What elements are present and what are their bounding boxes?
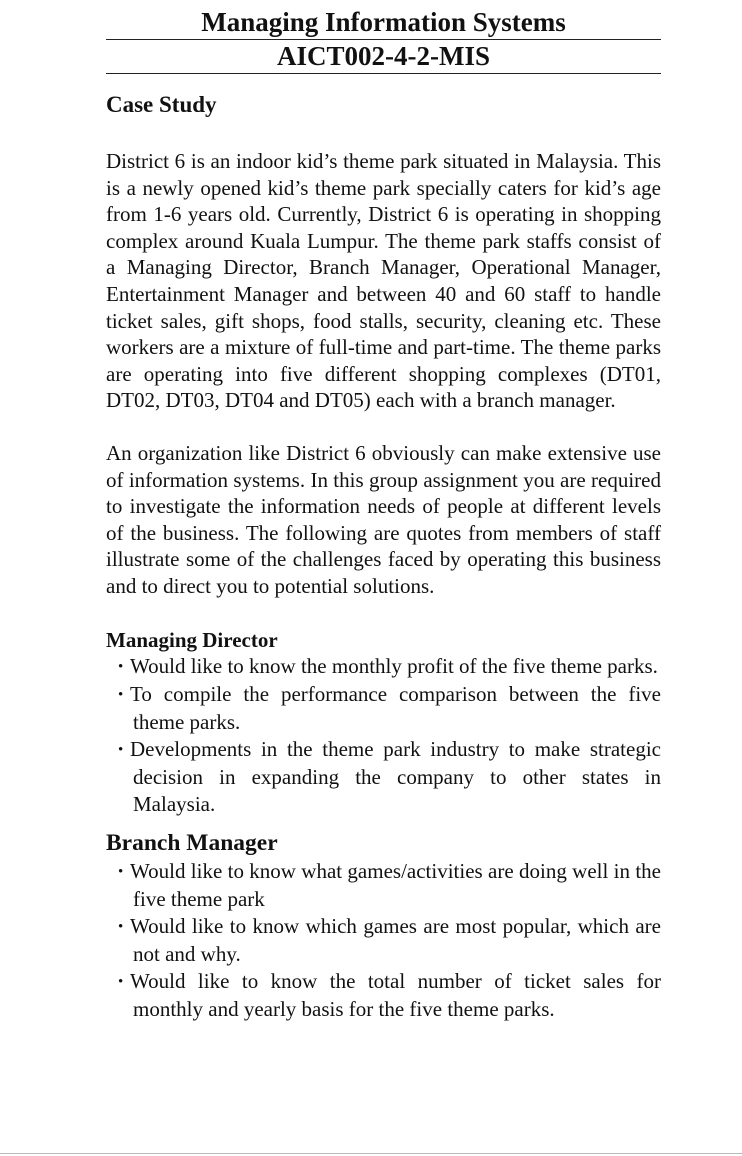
spacer [106, 600, 661, 627]
managing-director-heading: Managing Director [106, 627, 278, 652]
managing-director-list [106, 653, 661, 818]
spacer [106, 414, 661, 440]
code-divider [106, 73, 661, 74]
list-item: • Would like to know what games/activities are doing well in the five theme park [118, 859, 661, 912]
document-title: Managing Information Systems [201, 7, 566, 37]
bullet-icon: • [118, 742, 124, 759]
module-code: AICT002-4-2-MIS [277, 41, 490, 71]
bullet-icon: • [118, 974, 124, 991]
list-item: • To compile the performance comparison between the five theme parks. [118, 682, 661, 735]
branch-manager-list [106, 858, 661, 1023]
list-item: • Developments in the theme park industry to make strategic decision in expanding the company to other states in Malaysia. [118, 737, 661, 817]
list-item: • Would like to know the total number of ticket sales for monthly and yearly basis for the five theme parks. [118, 969, 661, 1022]
list-item: • Would like to know the monthly profit of the five theme parks. [106, 653, 661, 681]
document-page [106, 0, 661, 1023]
page-bottom-divider [0, 1153, 742, 1154]
case-study-paragraph-2: An organization like District 6 obviously can make extensive use of information systems. In this group assignment you are required to investigate the information needs of people at different levels of the business. The following are quotes from members of staff illustrate some of the challenges faced by operating this business and to direct you to potential solutions. [106, 440, 661, 598]
bullet-icon: • [118, 687, 124, 704]
case-study-heading: Case Study [106, 92, 217, 117]
spacer [106, 119, 661, 148]
list-item: • Would like to know which games are most popular, which are not and why. [118, 914, 661, 967]
bullet-icon: • [118, 919, 124, 936]
case-study-paragraph-1: District 6 is an indoor kid’s theme park situated in Malaysia. This is a newly opened kid’s theme park specially caters for kid’s age from 1-6 years old. Currently, District 6 is operating in shopping complex around Kuala Lumpur. The theme park staffs consist of a Managing Director, Branch Manager, Operational Manager, Entertainment Manager and between 40 and 60 staff to handle ticket sales, gift shops, food stalls, security, cleaning etc. These workers are a mixture of full-time and part-time. The theme parks are operating into five different shopping complexes (DT01, DT02, DT03, DT04 and DT05) each with a branch manager. [106, 149, 661, 413]
bullet-icon: • [118, 864, 124, 881]
branch-manager-heading: Branch Manager [106, 830, 278, 857]
bullet-icon: • [118, 659, 124, 676]
